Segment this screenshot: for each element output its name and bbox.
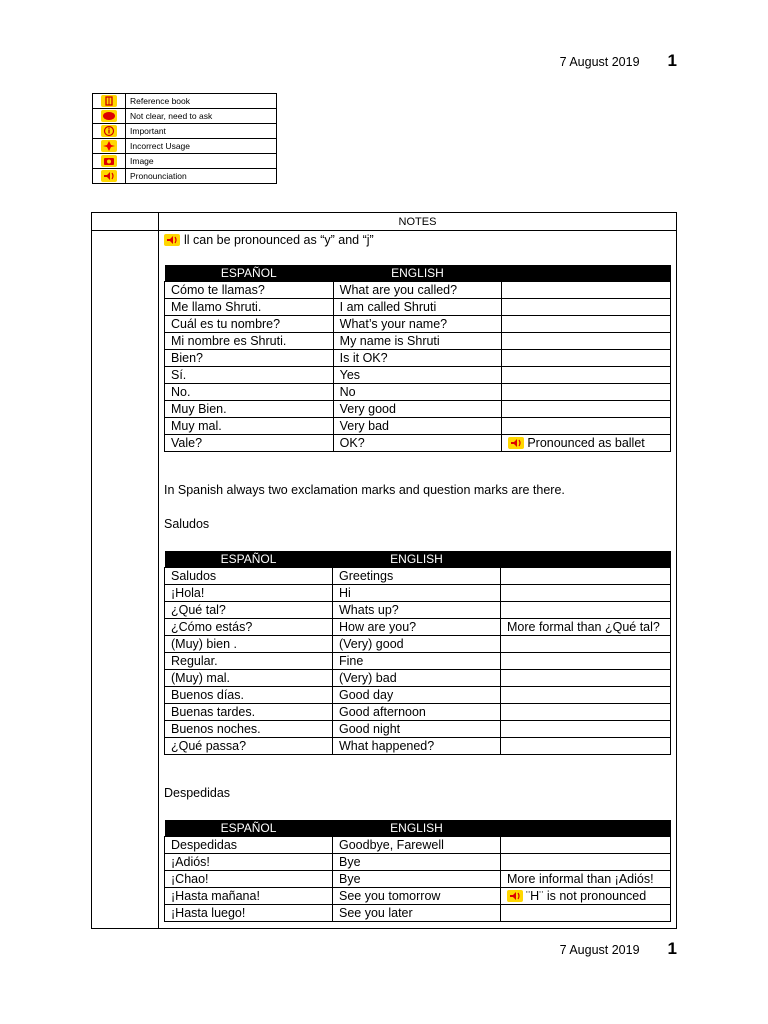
column-header-english: ENGLISH <box>333 820 501 837</box>
cell-note <box>502 367 671 384</box>
notes-header: NOTES <box>398 216 437 228</box>
table-row <box>165 871 671 888</box>
cell-note <box>501 636 671 653</box>
cell-espanol: Muy mal. <box>165 418 334 435</box>
ll-pronunciation-note <box>164 233 374 247</box>
table-row <box>165 721 671 738</box>
speaker-icon <box>508 437 524 449</box>
cell-note <box>502 282 671 299</box>
cell-espanol: Vale? <box>165 435 334 452</box>
footer-date: 7 August 2019 <box>559 943 640 957</box>
book-icon <box>101 95 117 107</box>
table-header-row <box>165 551 671 568</box>
cell-espanol: Buenos noches. <box>165 721 333 738</box>
basic-phrases-body <box>165 282 671 452</box>
table-row <box>165 636 671 653</box>
notes-header-divider <box>92 230 676 231</box>
cell-note <box>501 687 671 704</box>
legend-label: Incorrect Usage <box>126 139 277 154</box>
cell-note: More informal than ¡Adiós! <box>501 871 671 888</box>
cell-english: Very bad <box>333 418 502 435</box>
table-row <box>165 687 671 704</box>
cell-english: Whats up? <box>333 602 501 619</box>
cell-espanol: Saludos <box>165 568 333 585</box>
cell-note <box>502 333 671 350</box>
table-row <box>165 585 671 602</box>
cell-espanol: No. <box>165 384 334 401</box>
table-row <box>165 299 671 316</box>
cell-english: (Very) good <box>333 636 501 653</box>
cell-english: See you tomorrow <box>333 888 501 905</box>
header-date: 7 August 2019 <box>559 55 640 69</box>
column-header-notes <box>501 551 671 568</box>
cell-english: What’s your name? <box>333 316 502 333</box>
cell-note <box>501 602 671 619</box>
cell-espanol: Regular. <box>165 653 333 670</box>
cell-note-text: ¨H¨ is not pronounced <box>526 888 647 903</box>
table-row <box>165 384 671 401</box>
cell-note <box>501 670 671 687</box>
legend-label: Image <box>126 154 277 169</box>
table-row <box>165 854 671 871</box>
cell-english: Yes <box>333 367 502 384</box>
cell-english: OK? <box>333 435 502 452</box>
cell-espanol: ¡Hasta luego! <box>165 905 333 922</box>
cell-note: More formal than ¿Qué tal? <box>501 619 671 636</box>
cell-note <box>501 738 671 755</box>
column-header-espanol: ESPAÑOL <box>165 551 333 568</box>
page-footer <box>560 939 677 959</box>
column-header-english: ENGLISH <box>333 551 501 568</box>
table-row <box>165 888 671 905</box>
cell-espanol: Buenos días. <box>165 687 333 704</box>
footer-page-number: 1 <box>667 939 677 958</box>
cell-note <box>501 585 671 602</box>
table-row <box>165 367 671 384</box>
exclamation-note: In Spanish always two exclamation marks and question marks are there. <box>164 483 565 497</box>
legend-row <box>93 169 277 184</box>
cell-english: Good afternoon <box>333 704 501 721</box>
icon-legend <box>92 93 277 184</box>
cell-espanol: Bien? <box>165 350 334 367</box>
cell-espanol: Cuál es tu nombre? <box>165 316 334 333</box>
legend-label: Pronounciation <box>126 169 277 184</box>
column-header-notes <box>501 820 671 837</box>
cell-english: (Very) bad <box>333 670 501 687</box>
cell-espanol: Sí. <box>165 367 334 384</box>
cell-note <box>502 401 671 418</box>
cell-note <box>502 384 671 401</box>
cell-espanol: ¡Hola! <box>165 585 333 602</box>
cell-espanol: (Muy) mal. <box>165 670 333 687</box>
cell-english: My name is Shruti <box>333 333 502 350</box>
cell-note <box>501 568 671 585</box>
table-row <box>165 418 671 435</box>
cell-note <box>501 837 671 854</box>
legend-row <box>93 109 277 124</box>
table-row <box>165 333 671 350</box>
cell-note <box>501 721 671 738</box>
cell-note <box>501 905 671 922</box>
cell-note <box>501 653 671 670</box>
basic-phrases-table <box>164 265 671 452</box>
legend-row <box>93 94 277 109</box>
ll-note-text: ll can be pronounced as “y” and “j” <box>184 233 374 247</box>
cell-english: Very good <box>333 401 502 418</box>
cell-english: I am called Shruti <box>333 299 502 316</box>
table-row <box>165 837 671 854</box>
warning-icon <box>101 140 117 152</box>
cell-espanol: ¡Adiós! <box>165 854 333 871</box>
page-header <box>560 51 677 71</box>
cell-note-text: Pronounced as ballet <box>527 435 645 450</box>
cell-note <box>501 854 671 871</box>
table-header-row <box>165 265 671 282</box>
legend-row <box>93 124 277 139</box>
column-header-english: ENGLISH <box>333 265 502 282</box>
column-header-espanol: ESPAÑOL <box>165 820 333 837</box>
speaker-icon <box>507 890 523 902</box>
cell-note <box>502 418 671 435</box>
table-row <box>165 435 671 452</box>
cell-note <box>502 299 671 316</box>
question-icon <box>101 110 117 122</box>
table-row <box>165 905 671 922</box>
column-header-notes <box>502 265 671 282</box>
cell-espanol: Me llamo Shruti. <box>165 299 334 316</box>
cell-english: Bye <box>333 854 501 871</box>
cell-english: What are you called? <box>333 282 502 299</box>
table-row <box>165 602 671 619</box>
table-row <box>165 704 671 721</box>
cell-espanol: ¡Hasta mañana! <box>165 888 333 905</box>
table-row <box>165 670 671 687</box>
cell-espanol: ¿Cómo estás? <box>165 619 333 636</box>
cell-english: What happened? <box>333 738 501 755</box>
cell-espanol: ¿Qué tal? <box>165 602 333 619</box>
cell-espanol: Cómo te llamas? <box>165 282 334 299</box>
cell-english: Good night <box>333 721 501 738</box>
cell-espanol: ¿Qué passa? <box>165 738 333 755</box>
notes-column-divider <box>158 213 159 928</box>
cell-english: Is it OK? <box>333 350 502 367</box>
header-page-number: 1 <box>667 51 677 70</box>
cell-note <box>501 888 671 905</box>
cell-english: No <box>333 384 502 401</box>
table-row <box>165 653 671 670</box>
legend-row <box>93 139 277 154</box>
legend-label: Reference book <box>126 94 277 109</box>
cell-espanol: Muy Bien. <box>165 401 334 418</box>
table-row <box>165 619 671 636</box>
speaker-icon <box>164 234 180 246</box>
cell-espanol: Buenas tardes. <box>165 704 333 721</box>
despedidas-body <box>165 837 671 922</box>
cell-espanol: Despedidas <box>165 837 333 854</box>
cell-english: Greetings <box>333 568 501 585</box>
cell-english: How are you? <box>333 619 501 636</box>
cell-english: Good day <box>333 687 501 704</box>
despedidas-table <box>164 820 671 922</box>
cell-english: See you later <box>333 905 501 922</box>
cell-espanol: Mi nombre es Shruti. <box>165 333 334 350</box>
speaker-icon <box>101 170 117 182</box>
table-row <box>165 350 671 367</box>
table-row <box>165 568 671 585</box>
cell-note <box>502 316 671 333</box>
cell-english: Bye <box>333 871 501 888</box>
cell-note <box>501 704 671 721</box>
table-header-row <box>165 820 671 837</box>
table-row <box>165 738 671 755</box>
cell-note <box>502 350 671 367</box>
legend-row <box>93 154 277 169</box>
cell-english: Hi <box>333 585 501 602</box>
table-row <box>165 282 671 299</box>
table-row <box>165 316 671 333</box>
saludos-table <box>164 551 671 755</box>
saludos-body <box>165 568 671 755</box>
legend-label: Important <box>126 124 277 139</box>
column-header-espanol: ESPAÑOL <box>165 265 334 282</box>
cell-note <box>502 435 671 452</box>
image-icon <box>101 155 117 167</box>
despedidas-title: Despedidas <box>164 786 231 800</box>
cell-espanol: ¡Chao! <box>165 871 333 888</box>
legend-label: Not clear, need to ask <box>126 109 277 124</box>
info-icon <box>101 125 117 137</box>
cell-espanol: (Muy) bien . <box>165 636 333 653</box>
table-row <box>165 401 671 418</box>
cell-english: Fine <box>333 653 501 670</box>
cell-english: Goodbye, Farewell <box>333 837 501 854</box>
saludos-title: Saludos <box>164 517 210 531</box>
